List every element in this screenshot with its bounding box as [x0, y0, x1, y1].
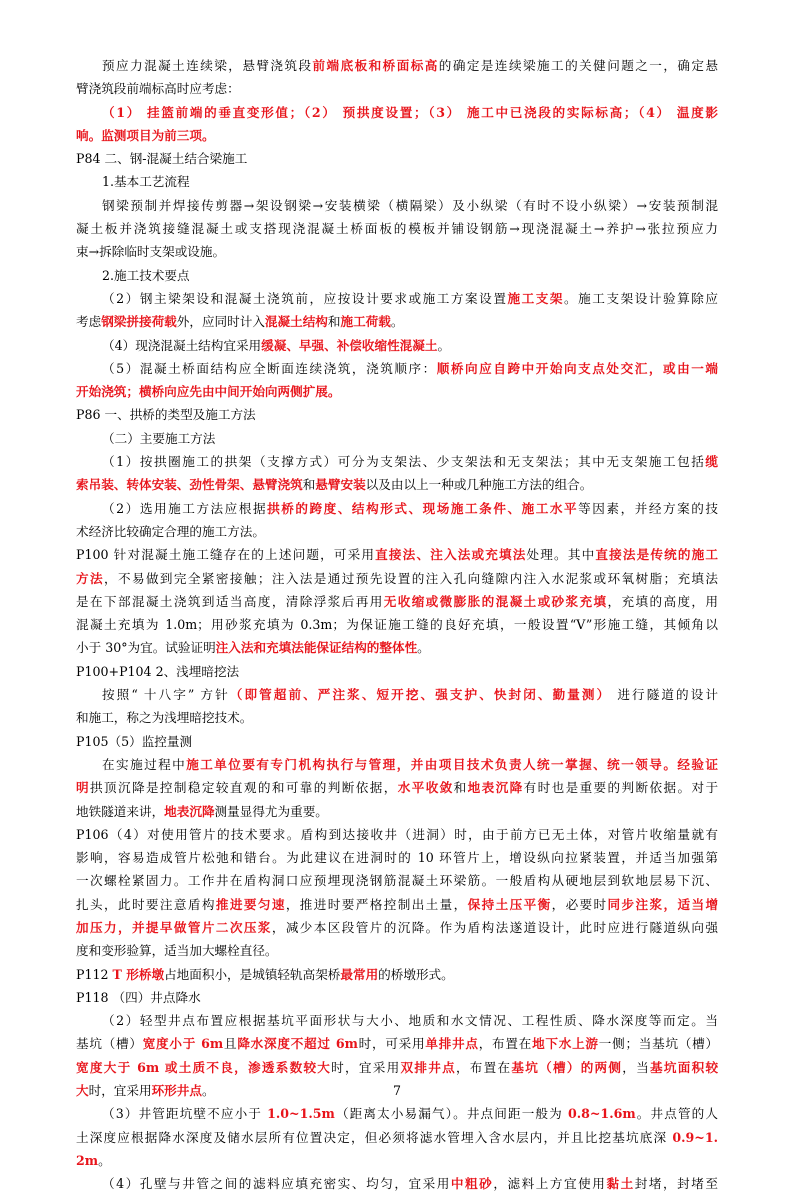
body-text: 是在下部混凝土浇筑到适当高度，清除浮浆后再用	[76, 593, 384, 609]
body-text: （4）孔壁与井管之间的滤料应填充密实、均匀，宜采用	[102, 1176, 451, 1192]
body-text: ，布置在	[478, 1036, 533, 1052]
text-line	[76, 916, 718, 939]
body-text: P100+P104 2、浅埋暗挖法	[76, 663, 240, 679]
text-line	[76, 147, 718, 170]
highlighted-text: 缆	[705, 454, 718, 470]
body-text: 。	[437, 337, 451, 353]
text-line	[76, 1056, 718, 1079]
highlighted-text: 前端底板和桥面标高	[312, 58, 439, 73]
body-text: 地铁隧道来讲，	[76, 803, 165, 819]
text-line	[76, 893, 718, 916]
body-text: 。井点管的人	[635, 1106, 718, 1122]
text-line	[76, 543, 718, 566]
body-text: 预应力混凝土连续梁，悬臂浇筑段	[102, 58, 313, 73]
highlighted-text: 钢梁拼接荷载	[101, 314, 177, 330]
text-line	[76, 450, 718, 473]
highlighted-text: 双排井点	[400, 1059, 456, 1075]
body-text: 有时也是重要的判断依据。对于	[523, 780, 718, 796]
body-text: 。施工支架设计验算除应	[564, 290, 718, 306]
body-text: 度和变形验算，适当加大螺栓直径。	[76, 943, 278, 959]
text-line	[76, 264, 718, 287]
body-text: 凝土板并浇筑接缝混凝土或支搭现浇混凝土桥面板的模板并铺设钢筋→现浇混凝土→养护→张拉预应力	[76, 221, 718, 237]
text-line	[76, 217, 718, 240]
body-text: ，当	[622, 1059, 651, 1075]
highlighted-text: 索吊装、转体安装、劲性骨架、悬臂浇筑	[76, 477, 303, 493]
body-text: 基坑（槽）	[76, 1036, 143, 1052]
body-text: 土深度应根据降水深度及储水层所有位置决定，但必须将滤水管埋入含水层内，并且比挖基坑底深	[76, 1129, 673, 1145]
highlighted-text: 直接法是传统的施工	[595, 547, 718, 563]
highlighted-text: 水平收敛	[397, 780, 454, 796]
highlighted-text: 基坑面积较	[650, 1059, 718, 1075]
body-text: 且	[223, 1036, 238, 1052]
body-text: ，必要时	[551, 896, 608, 912]
text-line	[76, 963, 718, 986]
body-text: 小于 30°为宜。试验证明	[76, 640, 216, 656]
body-text: 和	[327, 314, 341, 330]
body-text: （1）按拱圈施工的拱架（支撑方式）可分为支架法、少支架法和无支架法；其中无支架施工包括	[102, 454, 706, 470]
text-line	[76, 823, 718, 846]
highlighted-text: 环形井点	[151, 1083, 202, 1099]
body-text: 一次螺栓紧固力。工作井在盾构洞口应预埋现浇钢筋混凝土环梁筋。一般盾构从硬地层到软地层易下沉、	[76, 873, 718, 889]
body-text: 。	[201, 1083, 215, 1099]
highlighted-text: 加压力，并提早做管片二次压浆	[76, 919, 272, 935]
body-text: 按照“ 十八字” 方针	[102, 687, 230, 703]
body-text: 和施工，称之为浅埋暗挖技术。	[76, 710, 253, 726]
body-text: 拱顶沉降是控制稳定较直观的和可靠的判断依据，	[90, 780, 398, 796]
body-text: 1.基本工艺流程	[102, 174, 190, 190]
body-text: P112	[76, 966, 113, 982]
highlighted-text: 0.8~1.6m	[567, 1106, 636, 1122]
text-line	[76, 776, 718, 799]
body-text: 影响，容易造成管片松弛和错台。为此建议在进洞时的 10 环管片上，增设纵向拉紧装置，并适当加强第	[76, 850, 718, 866]
body-text: 束→拆除临时支架或设施。	[76, 244, 226, 260]
text-line	[76, 77, 718, 100]
text-line	[76, 403, 718, 426]
highlighted-text: 无收缩或微膨胀的混凝土或砂浆充填	[383, 593, 608, 609]
text-line	[76, 939, 718, 962]
highlighted-text: 推进要匀速	[215, 896, 286, 912]
body-text: 在实施过程中	[102, 756, 187, 772]
text-line	[76, 660, 718, 683]
text-line	[76, 846, 718, 869]
highlighted-text: 0.9~1.	[672, 1129, 718, 1145]
text-line	[76, 427, 718, 450]
body-text: ，滤料上方宜使用	[493, 1176, 607, 1192]
highlighted-text: T 形桥墩	[112, 966, 165, 982]
body-text: P100 针对混凝土施工缝存在的上述问题，可采用	[76, 547, 376, 563]
body-text: 封堵，封堵至	[634, 1176, 718, 1192]
body-text: 时，可采用	[357, 1036, 426, 1052]
text-line	[76, 124, 718, 147]
body-text: （3）井管距坑壁不应小于	[102, 1106, 268, 1122]
text-line	[76, 101, 718, 124]
highlighted-text: 方法	[76, 570, 104, 586]
body-text: P86 一、拱桥的类型及施工方法	[76, 407, 256, 423]
body-text: 测量显得尤为重要。	[214, 803, 328, 819]
body-text: 的桥墩形式。	[378, 966, 454, 982]
highlighted-text: 黏土	[606, 1176, 635, 1192]
highlighted-text: 1.0~1.5m	[267, 1106, 335, 1122]
highlighted-text: 拱桥的跨度、结构形式、现场施工条件、施工水平	[267, 500, 579, 516]
highlighted-text: 宽度大于 6m 或土质不良，渗透系数较大	[76, 1059, 332, 1075]
highlighted-text: 施工支架	[507, 290, 565, 306]
document-body	[76, 54, 718, 1196]
highlighted-text: 悬臂安装	[315, 477, 366, 493]
body-text: （4）现浇混凝土结构宜采用	[102, 337, 262, 353]
highlighted-text: 开始浇筑；横桥向应先由中间开始向两侧扩展。	[76, 384, 341, 400]
body-text: 。	[417, 640, 430, 656]
text-line	[76, 357, 718, 380]
body-text: ，充填的高度，用	[607, 593, 718, 609]
body-text: 。	[98, 1152, 111, 1168]
text-line	[76, 54, 718, 77]
body-text: ，减少本区段管片的沉降。作为盾构法遂道设计，此时应进行隧道纵向强	[271, 919, 718, 935]
text-line	[76, 636, 718, 659]
highlighted-text: 降水深度不超过 6m	[237, 1036, 358, 1052]
text-line	[76, 869, 718, 892]
body-text: （2）钢主梁架设和混凝土浇筑前，应按设计要求或施工方案设置	[102, 290, 508, 306]
highlighted-text: 大	[76, 1083, 89, 1099]
body-text: 2.施工技术要点	[102, 267, 190, 283]
highlighted-text: 地表沉降	[467, 780, 524, 796]
text-line	[76, 520, 718, 543]
body-text: 以及由以上一种或几种施工方法的组合。	[365, 477, 593, 493]
body-text: P106（4）对使用管片的技术要求。盾构到达接收井（进洞）时，由于前方已无土体，对管片收缩量就有	[76, 826, 718, 842]
highlighted-text: 单排井点	[425, 1036, 479, 1052]
text-line	[76, 567, 718, 590]
highlighted-text: 注入法和充填法能保证结构的整体性	[215, 640, 418, 656]
highlighted-text: 明	[76, 780, 90, 796]
text-line	[76, 986, 718, 1009]
text-line	[76, 800, 718, 823]
text-line	[76, 706, 718, 729]
body-text: 钢梁预制并焊接传剪器→架设钢梁→安装横梁（横隔梁）及小纵梁（有时不设小纵梁）→安装预制混	[102, 197, 718, 213]
body-text: 的确定是连续梁施工的关健问题之一，确定悬	[438, 58, 718, 73]
body-text: ，不易做到完全紧密接触；注入法是通过预先设置的注入孔向缝隙内注入水泥浆或环氧树脂；充填法	[103, 570, 718, 586]
text-line	[76, 753, 718, 776]
body-text: （2）轻型井点布置应根据基坑平面形状与大小、地质和水文情况、工程性质、降水深度等而定。当	[102, 1013, 718, 1029]
body-text: ，布置在	[455, 1059, 512, 1075]
text-line	[76, 683, 718, 706]
body-text: 考虑	[76, 314, 102, 330]
highlighted-text: （1） 挂篮前端的垂直变形值；（2） 预拱度设置；（3） 施工中已浇段的实际标高；（4） 温度影	[102, 104, 718, 120]
body-text: 占地面积小，是城镇轻轨高架桥	[164, 966, 341, 982]
text-line	[76, 1149, 718, 1172]
highlighted-text: 中粗砂	[450, 1176, 494, 1192]
highlighted-text: 顺桥向应自跨中开始向支点处交汇，或由一端	[436, 360, 718, 376]
highlighted-text: 宽度小于 6m	[142, 1036, 224, 1052]
body-text: 和	[453, 780, 468, 796]
text-line	[76, 310, 718, 333]
body-text: 扎头，此时要注意盾构	[76, 896, 216, 912]
text-line	[76, 730, 718, 753]
text-line	[76, 613, 718, 636]
body-text: 时，宜采用	[88, 1083, 152, 1099]
body-text: 一侧；当基坑（槽）	[598, 1036, 718, 1052]
body-text: 术经济比较确定合理的施工方法。	[76, 523, 265, 539]
page-number: 7	[392, 1083, 401, 1098]
body-text: P105（5）监控量测	[76, 733, 193, 749]
text-line	[76, 334, 718, 357]
text-line	[76, 170, 718, 193]
highlighted-text: 缓凝、早强、补偿收缩性混凝土	[261, 337, 438, 353]
text-line	[76, 590, 718, 613]
highlighted-text: 直接法、注入法或充填法	[375, 547, 527, 563]
text-line	[76, 1009, 718, 1032]
highlighted-text: 最常用	[340, 966, 379, 982]
highlighted-text: 施工荷载	[340, 314, 391, 330]
body-text: 和	[302, 477, 316, 493]
highlighted-text: 2m	[76, 1152, 99, 1168]
highlighted-text: 响。监测项目为前三项。	[76, 127, 215, 143]
highlighted-text: 施工单位要有专门机构执行与管理，并由项目技术负责人统一掌握、统一领导。经验证	[186, 756, 718, 772]
text-line	[76, 240, 718, 263]
highlighted-text: 同步注浆，适当增	[607, 896, 718, 912]
body-text: 时，宜采用	[331, 1059, 401, 1075]
text-line	[76, 194, 718, 217]
body-text: 。	[390, 314, 404, 330]
text-line	[76, 287, 718, 310]
body-text: 等因素，并经方案的技	[578, 500, 718, 516]
text-line	[76, 1172, 718, 1195]
body-text: （2）选用施工方法应根据	[102, 500, 268, 516]
body-text: P84 二、钢-混凝土结合梁施工	[76, 151, 248, 167]
text-line	[76, 1102, 718, 1125]
body-text: ，推进时要严格控制出土量，	[285, 896, 468, 912]
highlighted-text: 地下水上游	[532, 1036, 599, 1052]
body-text: 臂浇筑段前端标高时应考虑：	[76, 81, 240, 97]
text-line	[76, 380, 718, 403]
text-line	[76, 1126, 718, 1149]
text-line	[76, 473, 718, 496]
highlighted-text: 保持土压平衡	[467, 896, 552, 912]
text-line	[76, 1032, 718, 1055]
body-text: （距离太小易漏气）。井点间距一般为	[334, 1106, 568, 1122]
body-text: 处理。其中	[526, 547, 596, 563]
highlighted-text: （即管超前、严注浆、短开挖、强支护、快封闭、勤量测）	[229, 687, 612, 703]
text-line	[76, 497, 718, 520]
body-text: （二）主要施工方法	[102, 430, 216, 446]
body-text: 混凝土充填为 1.0m；用砂浆充填为 0.3m；为保证施工缝的良好充填，一般设置“V”形施工缝，其倾角以	[76, 617, 718, 633]
highlighted-text: 基坑（槽）的两侧	[511, 1059, 623, 1075]
highlighted-text: 混凝土结构	[264, 314, 328, 330]
body-text: P118 （四）井点降水	[76, 989, 201, 1005]
body-text: 进行隧道的设计	[611, 687, 718, 703]
body-text: 外，应同时计入	[176, 314, 265, 330]
highlighted-text: 地表沉降	[164, 803, 215, 819]
body-text: （5）混凝土桥面结构应全断面连续浇筑，浇筑顺序：	[102, 360, 437, 376]
